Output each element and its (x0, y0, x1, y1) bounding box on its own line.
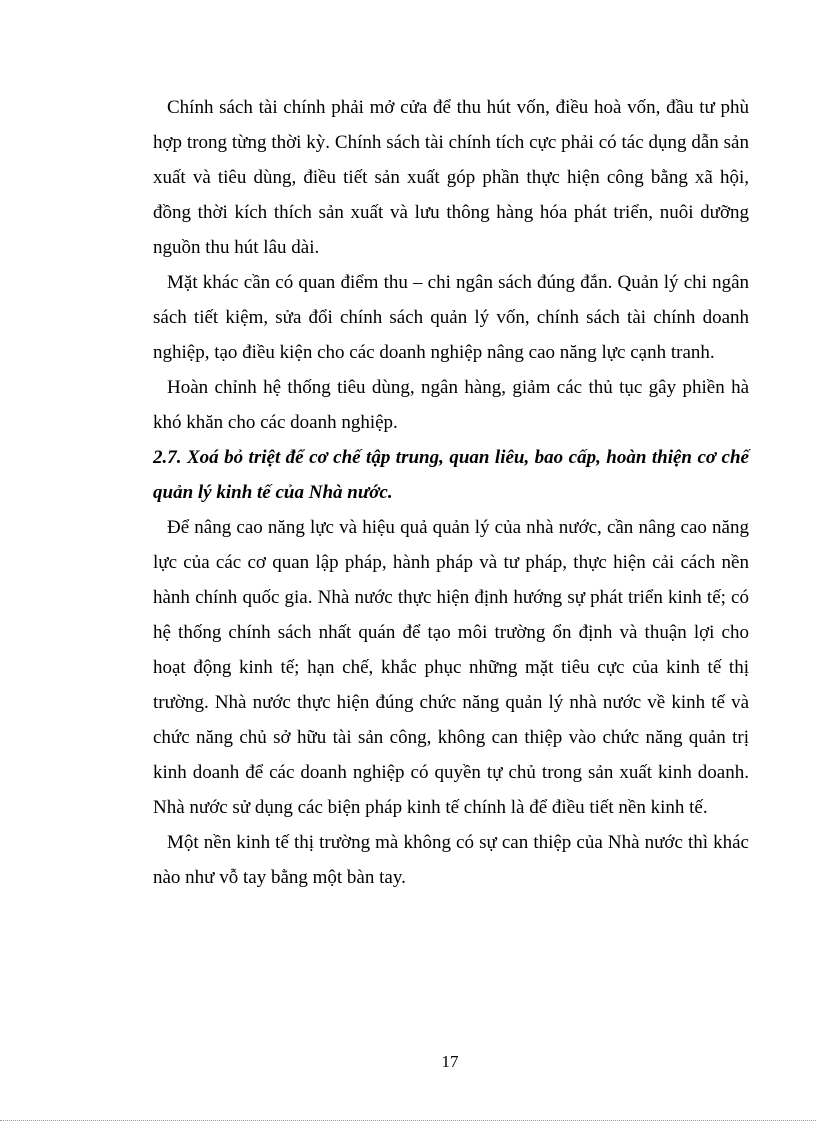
section-heading: 2.7. Xoá bỏ triệt để cơ chế tập trung, quan liêu, bao cấp, hoàn thiện cơ chế quản lý kinh tế của Nhà nước. (153, 447, 749, 503)
page-bottom-divider (0, 1120, 816, 1121)
document-body (153, 90, 749, 895)
paragraph-budget-view: Mặt khác cần có quan điểm thu – chi ngân sách đúng đắn. Quản lý chi ngân sách tiết kiệm, sửa đổi chính sách quản lý vốn, chính sách tài chính doanh nghiệp, tạo điều kiện cho các doanh nghiệp nâng cao năng lực cạnh tranh. (153, 272, 749, 363)
paragraph-state-management: Để nâng cao năng lực và hiệu quả quản lý của nhà nước, cần nâng cao năng lực của các cơ quan lập pháp, hành pháp và tư pháp, thực hiện cải cách nền hành chính quốc gia. Nhà nước thực hiện định hướng sự phát triển kinh tế; có hệ thống chính sách nhất quán để tạo môi trường ổn định và thuận lợi cho hoạt động kinh tế; hạn chế, khắc phục những mặt tiêu cực của kinh tế thị trường. Nhà nước thực hiện đúng chức năng quản lý nhà nước về kinh tế và chức năng chủ sở hữu tài sản công, không can thiệp vào chức năng quản trị kinh doanh để các doanh nghiệp có quyền tự chủ trong sản xuất kinh doanh. Nhà nước sử dụng các biện pháp kinh tế chính là để điều tiết nền kinh tế. (153, 517, 749, 818)
paragraph-market-intervention: Một nền kinh tế thị trường mà không có sự can thiệp của Nhà nước thì khác nào như vỗ tay bằng một bàn tay. (153, 832, 749, 888)
paragraph-banking-system: Hoàn chỉnh hệ thống tiêu dùng, ngân hàng, giảm các thủ tục gây phiền hà khó khăn cho các doanh nghiệp. (153, 377, 749, 433)
paragraph-financial-policy: Chính sách tài chính phải mở cửa để thu hút vốn, điều hoà vốn, đầu tư phù hợp trong từng thời kỳ. Chính sách tài chính tích cực phải có tác dụng dẫn sản xuất và tiêu dùng, điều tiết sản xuất góp phần thực hiện công bằng xã hội, đồng thời kích thích sản xuất và lưu thông hàng hóa phát triển, nuôi dưỡng nguồn thu hút lâu dài. (153, 97, 749, 258)
page-number: 17 (441, 1052, 459, 1071)
